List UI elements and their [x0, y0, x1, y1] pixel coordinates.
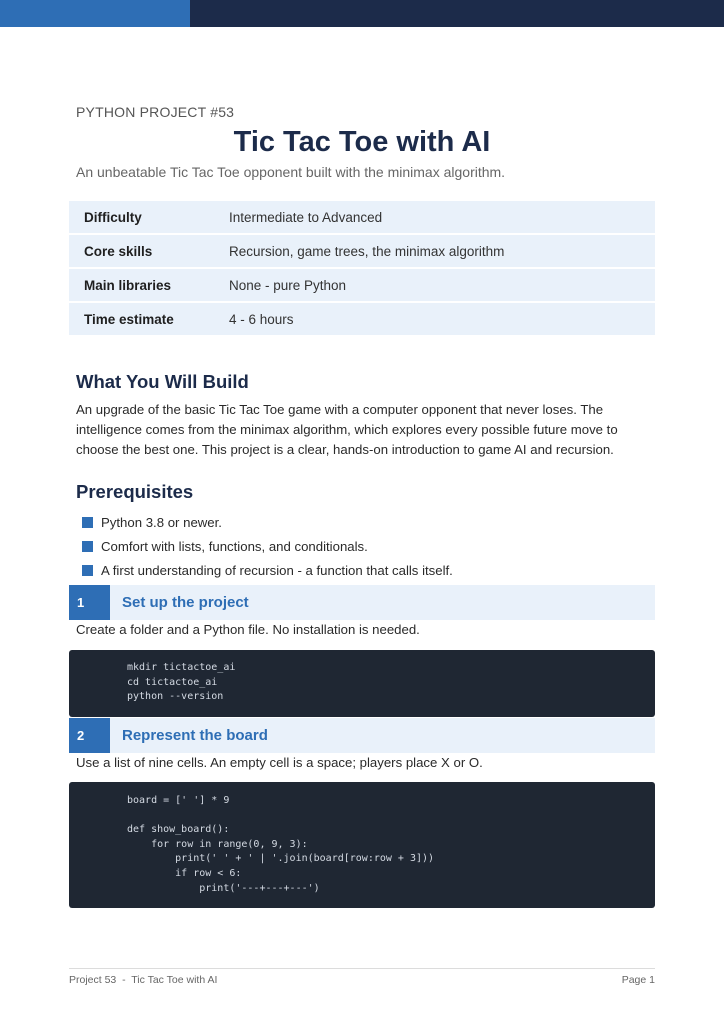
step-title: Represent the board [122, 727, 268, 744]
step-number-badge: 2 [69, 718, 110, 753]
step-2-code-block [69, 782, 655, 908]
footer-page-number: Page 1 [621, 974, 655, 986]
info-label: Core skills [69, 235, 229, 267]
bullet-square-icon [82, 517, 93, 528]
page-subtitle: An unbeatable Tic Tac Toe opponent built with the minimax algorithm. [76, 164, 506, 180]
step-number-badge: 1 [69, 585, 110, 620]
list-item [82, 534, 453, 558]
info-value: 4 - 6 hours [229, 303, 655, 335]
step-2-header [69, 718, 655, 753]
info-row-time-estimate [69, 303, 655, 335]
info-value: None - pure Python [229, 269, 655, 301]
top-banner-accent [0, 0, 190, 27]
build-paragraph: An upgrade of the basic Tic Tac Toe game with a computer opponent that never loses. The intelligence comes from the minimax algorithm, which explores every possible future move to choose the best one. This project is a clear, hands-on introduction to game AI and recursion. [76, 402, 618, 457]
info-label: Difficulty [69, 201, 229, 233]
prerequisites-heading: Prerequisites [76, 481, 194, 502]
project-info-table [69, 199, 655, 337]
info-label: Main libraries [69, 269, 229, 301]
step-2-description: Use a list of nine cells. An empty cell is a space; players place X or O. [76, 755, 483, 770]
info-row-difficulty [69, 201, 655, 233]
code-text: board = [' '] * 9 def show_board(): for row in range(0, 9, 3): print(' ' + ' | '.join(board[row:row + 3])) if row < 6: print('---+---+---') [127, 795, 435, 894]
footer-project-label: Project 53 - Tic Tac Toe with AI [69, 974, 218, 986]
step-1-description: Create a folder and a Python file. No installation is needed. [76, 622, 420, 637]
bullet-square-icon [82, 541, 93, 552]
code-text: mkdir tictactoe_ai cd tictactoe_ai python --version [127, 662, 236, 703]
build-heading: What You Will Build [76, 371, 249, 392]
info-row-main-libraries [69, 269, 655, 301]
prerequisites-list [82, 510, 453, 582]
list-item-text: Comfort with lists, functions, and conditionals. [101, 538, 368, 554]
step-title: Set up the project [122, 594, 249, 611]
info-row-core-skills [69, 235, 655, 267]
footer-divider [69, 968, 655, 969]
info-value: Intermediate to Advanced [229, 201, 655, 233]
project-eyebrow: PYTHON PROJECT #53 [76, 104, 235, 120]
info-value: Recursion, game trees, the minimax algorithm [229, 235, 655, 267]
list-item [82, 510, 453, 534]
step-1-code-block [69, 650, 655, 717]
list-item-text: Python 3.8 or newer. [101, 514, 222, 530]
page-title: Tic Tac Toe with AI [233, 126, 491, 158]
step-1-header [69, 585, 655, 620]
info-label: Time estimate [69, 303, 229, 335]
list-item [82, 558, 453, 582]
list-item-text: A first understanding of recursion - a function that calls itself. [101, 562, 453, 578]
bullet-square-icon [82, 565, 93, 576]
